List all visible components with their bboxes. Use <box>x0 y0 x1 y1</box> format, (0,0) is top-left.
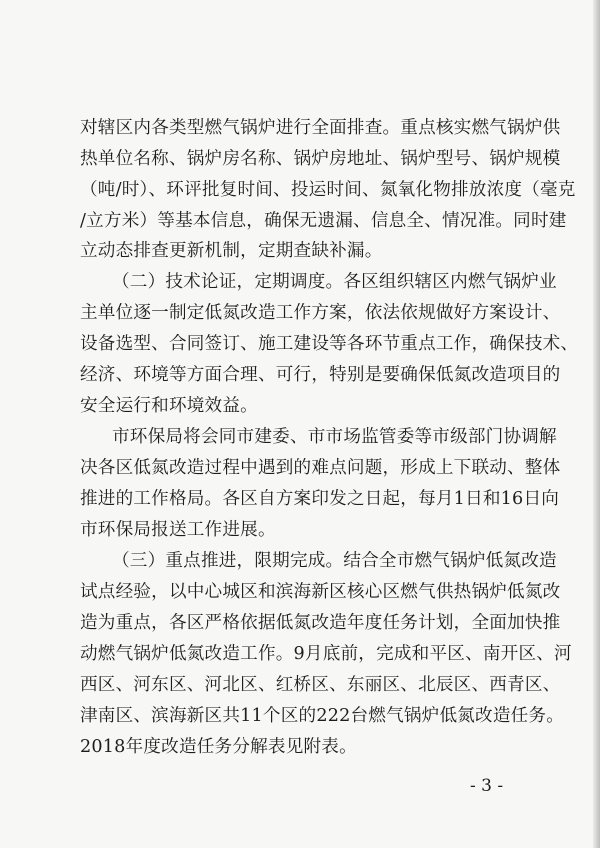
page-number: - 3 - <box>470 776 504 796</box>
paragraph-line: 市环保局报送工作进展。 <box>80 520 276 540</box>
section-heading-line: （二）技术论证，定期调度。各区组织辖区内燃气锅炉业 <box>112 272 557 292</box>
paragraph-line: 经济、环境等方面合理、可行，特别是要确保低氮改造项目的 <box>80 365 561 385</box>
paragraph-line: 设备选型、合同签订、施工建设等各环节重点工作，确保技术、 <box>80 334 579 354</box>
paragraph-line: 造为重点，各区严格依据低氮改造年度任务计划，全面加快推 <box>80 613 561 633</box>
paragraph-line: 推进的工作格局。各区自方案印发之日起，每月1日和16日向 <box>80 489 560 509</box>
paragraph-line: 动燃气锅炉低氮改造工作。9月底前，完成和平区、南开区、河 <box>80 644 572 664</box>
paragraph-line: 安全运行和环境效益。 <box>80 396 258 416</box>
paragraph-line: 市环保局将会同市建委、市市场监管委等市级部门协调解 <box>112 427 557 447</box>
paragraph-line: /立方米）等基本信息，确保无遗漏、信息全、情况准。同时建 <box>80 211 567 231</box>
paragraph-line: 津南区、滨海新区共11个区的222台燃气锅炉低氮改造任务。 <box>80 706 565 726</box>
paragraph-line: 决各区低氮改造过程中遇到的难点问题，形成上下联动、整体 <box>80 458 561 478</box>
paragraph-line: 立动态排查更新机制，定期查缺补漏。 <box>80 241 383 261</box>
paragraph-line: 试点经验，以中心城区和滨海新区核心区燃气供热锅炉低氮改 <box>80 582 561 602</box>
scan-edge <box>593 0 600 848</box>
paragraph-line: 主单位逐一制定低氮改造工作方案，依法依规做好方案设计、 <box>80 303 561 323</box>
paragraph-line: 2018年度改造任务分解表见附表。 <box>80 737 357 757</box>
paragraph-line: 对辖区内各类型燃气锅炉进行全面排查。重点核实燃气锅炉供 <box>80 118 561 138</box>
paragraph-line: （吨/时）、环评批复时间、投运时间、氮氧化物排放浓度（毫克 <box>80 180 576 200</box>
paragraph-line: 西区、河东区、河北区、红桥区、东丽区、北辰区、西青区、 <box>80 675 561 695</box>
section-heading-line: （三）重点推进，限期完成。结合全市燃气锅炉低氮改造 <box>112 551 557 571</box>
paragraph-line: 热单位名称、锅炉房名称、锅炉房地址、锅炉型号、锅炉规模 <box>80 149 561 169</box>
